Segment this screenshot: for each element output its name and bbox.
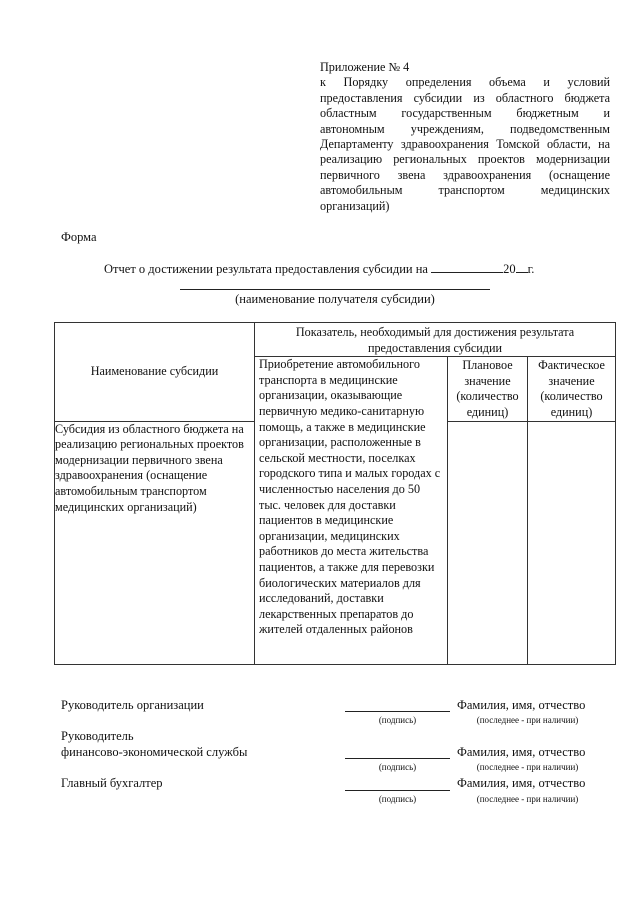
accountant-label: Главный бухгалтер (61, 776, 163, 790)
actual-value-cell (528, 421, 616, 664)
appendix-block (320, 60, 610, 214)
finance-fio: Фамилия, имя, отчество (457, 745, 586, 759)
finance-fio-caption: (последнее - при наличии) (476, 762, 579, 772)
finance-signature-caption: (подпись) (378, 762, 417, 772)
report-title-prefix: Отчет о достижении результата предоставления субсидии на (104, 262, 428, 276)
finance-label-line2: финансово-экономической службы (61, 745, 248, 759)
subsidy-name-header: Наименование субсидии (55, 323, 255, 422)
head-label: Руководитель организации (61, 698, 204, 712)
head-signature-line (345, 711, 450, 712)
accountant-fio-caption: (последнее - при наличии) (476, 794, 579, 804)
recipient-caption: (наименование получателя субсидии) (235, 292, 435, 306)
subsidy-name-cell: Субсидия из областного бюджета на реализацию региональных проектов модернизации первичного звена здравоохранения (оснащение автомобильным транспортом медицинских организаций) (55, 421, 255, 664)
recipient-line (180, 289, 490, 290)
form-label: Форма (61, 230, 97, 244)
head-fio: Фамилия, имя, отчество (457, 698, 586, 712)
appendix-title: Приложение № 4 (320, 60, 410, 74)
planned-value-header: Плановое значение (количество единиц) (448, 357, 528, 421)
finance-signature-line (345, 758, 450, 759)
planned-value-cell (448, 421, 528, 664)
finance-label-line1: Руководитель (61, 729, 134, 743)
report-year-prefix: 20 (503, 262, 516, 276)
accountant-signature-line (345, 790, 450, 791)
head-fio-caption: (последнее - при наличии) (476, 715, 579, 725)
report-date-blank (431, 261, 503, 273)
subsidy-table (54, 322, 616, 665)
indicator-description: Приобретение автомобильного транспорта в медицинские организации, оказывающие первичную медико-санитарную помощь, а также в медицинские организации, расположенные в сельской местности, поселках городского типа и малых городах с численностью населения до 50 тыс. человек для доставки пациентов в медицинские организации, медицинских работников до места жительства пациентов, а также для перевозки биологических материалов для исследований, доставки лекарственных препаратов до жителей отдаленных районов (255, 357, 448, 665)
report-title (104, 261, 534, 277)
report-year-suffix: г. (527, 262, 535, 276)
actual-value-header: Фактическое значение (количество единиц) (528, 357, 616, 421)
accountant-signature-caption: (подпись) (378, 794, 417, 804)
indicator-group-header: Показатель, необходимый для достижения результата предоставления субсидии (255, 323, 616, 357)
report-year-blank (516, 261, 528, 273)
accountant-fio: Фамилия, имя, отчество (457, 776, 586, 790)
appendix-body: к Порядку определения объема и условий предоставления субсидии из областного бюджета областным государственным бюджетным и автономным учреждениям, подведомственным Департаменту здравоохранения Томской области, на реализацию региональных проектов модернизации первичного звена здравоохранения (оснащение автомобильным транспортом медицинских организаций) (320, 75, 610, 213)
head-signature-caption: (подпись) (378, 715, 417, 725)
table-header-row (55, 323, 616, 357)
